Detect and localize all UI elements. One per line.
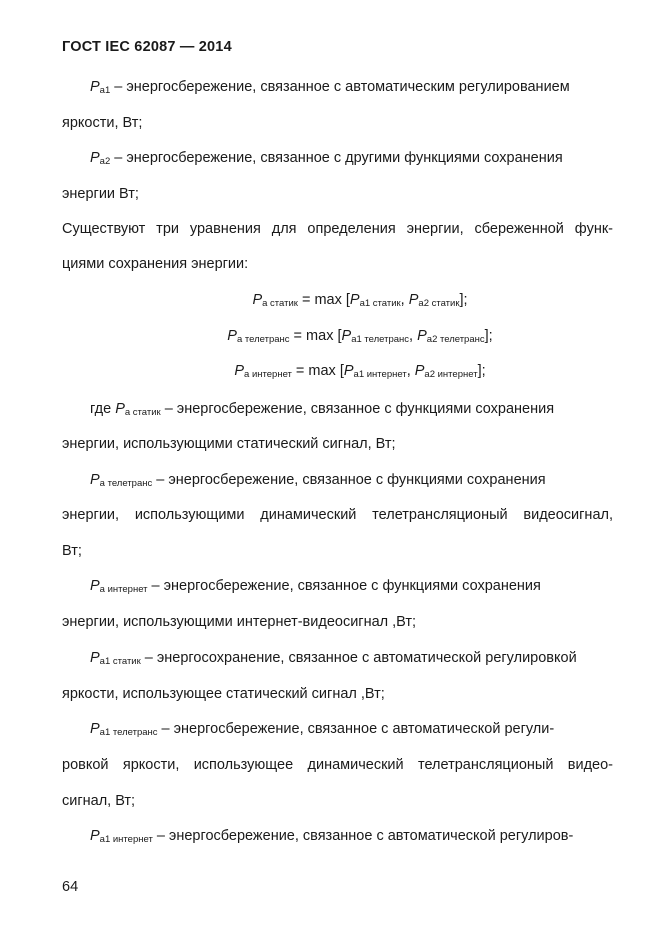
symbol-p: P bbox=[414, 363, 425, 379]
equation-static bbox=[0, 291, 661, 309]
definition-text: – энергосбережение, связанное с функциями сохранения bbox=[160, 401, 555, 417]
text-line: энергии Вт; bbox=[62, 186, 139, 202]
equation-end: ]; bbox=[484, 328, 493, 344]
definition-pa1 bbox=[90, 78, 570, 96]
definition-pa-internet bbox=[90, 577, 541, 595]
definition-text: – энергосбережение, связанное с автоматической регули- bbox=[157, 721, 555, 737]
subscript: а статик bbox=[262, 298, 298, 309]
document-header: ГОСТ IEC 62087 — 2014 bbox=[62, 39, 232, 55]
definition-text: – энергосбережение, связанное с другими функциями сохранения bbox=[110, 150, 563, 166]
symbol-p: P bbox=[408, 292, 419, 308]
text-line: энергии, использующими динамический телетрансляционый видеосигнал, bbox=[62, 507, 613, 523]
equation-tv bbox=[0, 327, 661, 345]
equation-end: ]; bbox=[477, 363, 486, 379]
symbol-p: P bbox=[90, 828, 100, 844]
symbol-p: P bbox=[252, 292, 263, 308]
equation-operator: = max [ bbox=[297, 292, 350, 308]
subscript: а2 bbox=[99, 156, 111, 167]
definition-text: – энергосохранение, связанное с автоматической регулировкой bbox=[140, 650, 577, 666]
subscript: а1 статик bbox=[359, 298, 401, 309]
text-line: ровкой яркости, использующее динамический телетрансляционый видео- bbox=[62, 757, 613, 773]
definition-text: – энергосбережение, связанное с автоматической регулиров- bbox=[152, 828, 574, 844]
text-line: энергии, использующими статический сигнал, Вт; bbox=[62, 436, 396, 452]
definition-pa1-tv bbox=[90, 720, 554, 738]
symbol-p: P bbox=[90, 472, 100, 488]
definition-text: – энергосбережение, связанное с функциями сохранения bbox=[147, 578, 541, 594]
definition-pa-static bbox=[90, 400, 554, 418]
page-number: 64 bbox=[62, 879, 79, 895]
symbol-p: P bbox=[341, 328, 352, 344]
symbol-p: P bbox=[90, 650, 100, 666]
subscript: а интернет bbox=[99, 584, 148, 595]
symbol-p: P bbox=[343, 363, 354, 379]
text-line: энергии, использующими интернет-видеосигнал ,Вт; bbox=[62, 614, 417, 630]
text-line: Существуют три уравнения для определения энергии, сбереженной функ- bbox=[62, 221, 613, 237]
text-line: яркости, использующее статический сигнал ,Вт; bbox=[62, 686, 385, 702]
symbol-p: P bbox=[234, 363, 245, 379]
subscript: а2 статик bbox=[418, 298, 460, 309]
equation-operator: = max [ bbox=[291, 363, 344, 379]
subscript: а статик bbox=[124, 407, 161, 418]
text-line: яркости, Вт; bbox=[62, 115, 143, 131]
symbol-p: P bbox=[349, 292, 360, 308]
subscript: а2 телетранс bbox=[426, 334, 485, 345]
definition-prefix: где bbox=[90, 401, 116, 417]
subscript: а телетранс bbox=[236, 334, 290, 345]
subscript: а интернет bbox=[244, 369, 292, 380]
symbol-p: P bbox=[90, 150, 100, 166]
symbol-p: P bbox=[90, 79, 100, 95]
subscript: а1 интернет bbox=[99, 834, 153, 845]
subscript: а телетранс bbox=[99, 478, 153, 489]
symbol-p: P bbox=[90, 578, 100, 594]
definition-pa1-internet bbox=[90, 827, 573, 845]
text-line: Вт; bbox=[62, 543, 82, 559]
subscript: а1 телетранс bbox=[351, 334, 410, 345]
definition-text: – энергосбережение, связанное с функциями сохранения bbox=[152, 472, 546, 488]
text-line: циями сохранения энергии: bbox=[62, 256, 249, 272]
subscript: а1 bbox=[99, 85, 111, 96]
definition-pa-tv bbox=[90, 471, 546, 489]
subscript: а1 интернет bbox=[353, 369, 407, 380]
definition-pa1-static bbox=[90, 649, 577, 667]
symbol-p: P bbox=[417, 328, 427, 344]
separator: , bbox=[406, 363, 415, 379]
text-line: сигнал, Вт; bbox=[62, 793, 136, 809]
equation-internet bbox=[0, 362, 661, 380]
equation-operator: = max [ bbox=[289, 328, 342, 344]
symbol-p: P bbox=[90, 721, 100, 737]
separator: , bbox=[409, 328, 418, 344]
separator: , bbox=[400, 292, 409, 308]
symbol-p: P bbox=[227, 328, 237, 344]
equation-end: ]; bbox=[459, 292, 468, 308]
definition-text: – энергосбережение, связанное с автоматическим регулированием bbox=[110, 79, 570, 95]
subscript: а1 телетранс bbox=[99, 727, 158, 738]
definition-pa2 bbox=[90, 149, 563, 167]
symbol-p: P bbox=[115, 401, 125, 417]
subscript: а1 статик bbox=[99, 656, 141, 667]
subscript: а2 интернет bbox=[424, 369, 478, 380]
